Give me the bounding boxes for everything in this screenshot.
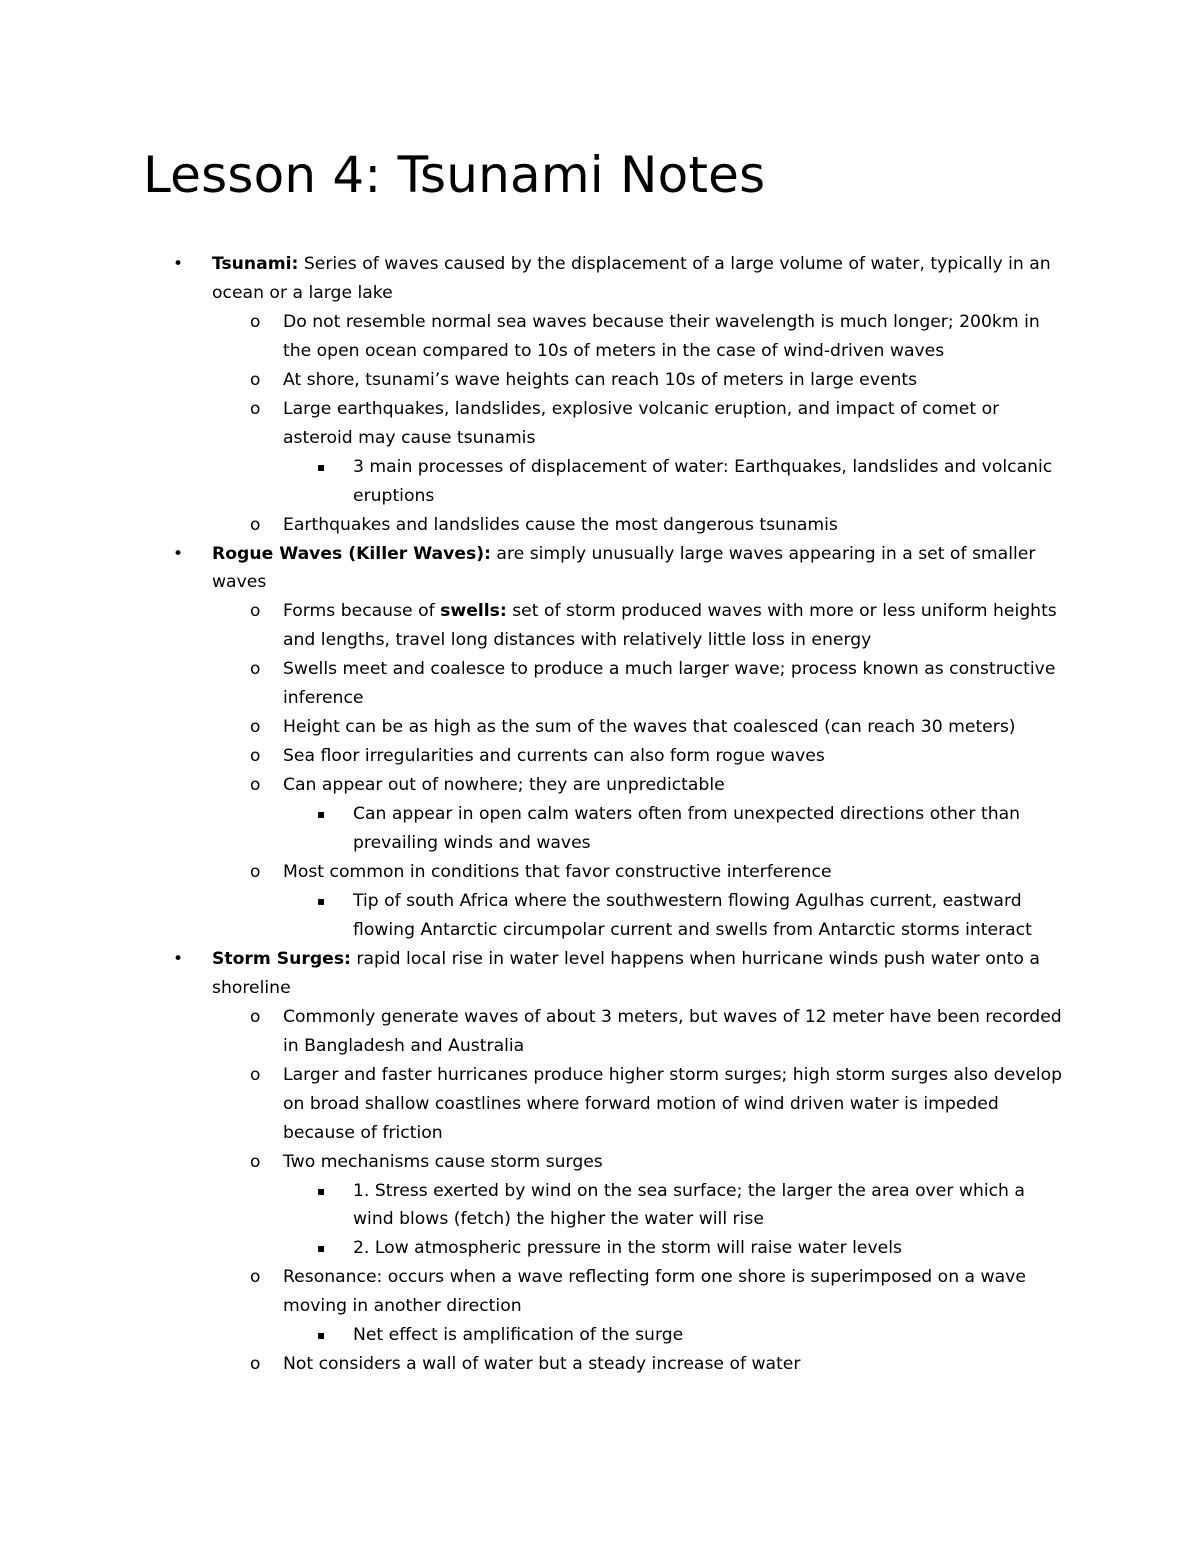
list-item [0,395,1200,453]
list-item [0,771,1200,800]
bullet-marker: o [250,398,261,419]
bullet-marker: ▪ [317,1241,326,1256]
list-item [0,1148,1200,1177]
bullet-marker: ▪ [317,1183,326,1198]
bullet-marker: ▪ [317,807,326,822]
list-item-term: Rogue Waves (Killer Waves): [212,543,491,564]
list-item-body: Most common in conditions that favor constructive interference [283,862,832,883]
list-item-body: Earthquakes and landslides cause the most dangerous tsunamis [283,514,838,535]
list-item [0,308,1200,366]
list-item-text [283,597,1063,655]
list-item [0,250,1200,308]
list-item [0,945,1200,1003]
list-item-body: 1. Stress exerted by wind on the sea surface; the larger the area over which a wind blows (fetch) the higher the water will rise [353,1180,1025,1230]
list-item-body: Large earthquakes, landslides, explosive volcanic eruption, and impact of comet or asteroid may cause tsunamis [283,398,1000,448]
list-item [0,742,1200,771]
list-item [0,597,1200,655]
list-item-body: Can appear in open calm waters often from unexpected directions other than prevailing winds and waves [353,804,1021,854]
list-item-text [353,453,1063,511]
list-item-text [283,655,1063,713]
list-item [0,1003,1200,1061]
list-item-body: Can appear out of nowhere; they are unpredictable [283,775,725,796]
list-item-text [353,887,1063,945]
bullet-marker: o [250,514,261,535]
bullet-marker: ▪ [317,893,326,908]
list-item-body: Commonly generate waves of about 3 meters, but waves of 12 meter have been recorded in Bangladesh and Australia [283,1006,1062,1056]
bullet-marker: • [173,543,184,564]
list-item-text [283,366,1063,395]
list-item-text [283,713,1063,742]
list-item-term: swells: [440,601,507,622]
list-item [0,713,1200,742]
list-item-term: Storm Surges: [212,948,351,969]
bullet-marker: • [173,254,184,274]
bullet-marker: o [250,311,261,332]
bullet-marker: o [250,1006,261,1027]
list-item-text [283,1061,1063,1148]
list-item-body: Resonance: occurs when a wave reflecting form one shore is superimposed on a wave moving in another direction [283,1267,1026,1317]
list-item [0,540,1200,598]
bullet-marker: o [250,1064,261,1085]
list-item-prefix: Forms because of [283,601,441,622]
list-item [0,366,1200,395]
bullet-marker: o [250,1354,261,1375]
list-item [0,453,1200,511]
page-title: Lesson 4: Tsunami Notes [143,146,766,204]
list-item [0,1234,1200,1263]
list-item-body: Do not resemble normal sea waves because their wavelength is much longer; 200km in the open ocean compared to 10s of meters in the case of wind-driven waves [283,311,1040,361]
list-item-text [283,771,1063,800]
list-item-text [212,250,1062,308]
list-item [0,887,1200,945]
list-item-body: Height can be as high as the sum of the waves that coalesced (can reach 30 meters) [283,717,1016,738]
list-item-text [353,800,1063,858]
notes-list [0,250,1200,1379]
list-item [0,800,1200,858]
bullet-marker: ▪ [317,1328,326,1343]
bullet-marker: o [250,775,261,796]
list-item-body: Larger and faster hurricanes produce higher storm surges; high storm surges also develop on broad shallow coastlines where forward motion of wind driven water is impeded because of friction [283,1064,1063,1143]
list-item-text [283,1148,1063,1177]
bullet-marker: o [250,659,261,680]
list-item-body: Tip of south Africa where the southwestern flowing Agulhas current, eastward flowing Antarctic circumpolar current and swells from Antarctic storms interact [353,890,1032,940]
list-item-text [353,1177,1063,1235]
list-item-body: At shore, tsunami’s wave heights can reach 10s of meters in large events [283,369,918,390]
list-item [0,1263,1200,1321]
list-item-body: Swells meet and coalesce to produce a much larger wave; process known as constructive inference [283,659,1056,709]
bullet-marker: o [250,717,261,738]
list-item-text [353,1234,1063,1263]
list-item [0,858,1200,887]
list-item-body: set of storm produced waves with more or less uniform heights and lengths, travel long distances with relatively little loss in energy [283,601,1057,651]
bullet-marker: • [173,948,184,969]
bullet-marker: o [250,1267,261,1288]
list-item-text [283,1350,1063,1379]
list-item-text [283,858,1063,887]
list-item [0,1321,1200,1350]
list-item [0,1061,1200,1148]
list-item-body: 3 main processes of displacement of water: Earthquakes, landslides and volcanic eruptions [353,456,1053,506]
list-item [0,1350,1200,1379]
bullet-marker: o [250,601,261,622]
list-item-body: are simply unusually large waves appearing in a set of smaller waves [212,543,1036,593]
list-item-body: Sea floor irregularities and currents can also form rogue waves [283,746,825,767]
list-item-body: Two mechanisms cause storm surges [283,1151,603,1172]
bullet-marker: o [250,746,261,767]
list-item [0,1177,1200,1235]
list-item-text [212,540,1062,598]
list-item-text [283,1263,1063,1321]
list-item-text [283,742,1063,771]
bullet-marker: o [250,369,261,390]
list-item-body: rapid local rise in water level happens when hurricane winds push water onto a shoreline [212,948,1040,998]
list-item-text [353,1321,1063,1350]
list-item-text [283,308,1063,366]
list-item-text [283,511,1063,540]
list-item-text [283,1003,1063,1061]
bullet-marker: ▪ [317,459,326,474]
list-item-body: 2. Low atmospheric pressure in the storm will raise water levels [353,1238,902,1259]
list-item [0,511,1200,540]
bullet-marker: o [250,1151,261,1172]
list-item-body: Series of waves caused by the displacement of a large volume of water, typically in an ocean or a large lake [212,254,1051,303]
list-item-body: Net effect is amplification of the surge [353,1325,684,1346]
list-item [0,655,1200,713]
list-item-term: Tsunami: [212,254,299,274]
bullet-marker: o [250,862,261,883]
list-item-text [212,945,1062,1003]
list-item-body: Not considers a wall of water but a steady increase of water [283,1354,801,1375]
list-item-text [283,395,1063,453]
